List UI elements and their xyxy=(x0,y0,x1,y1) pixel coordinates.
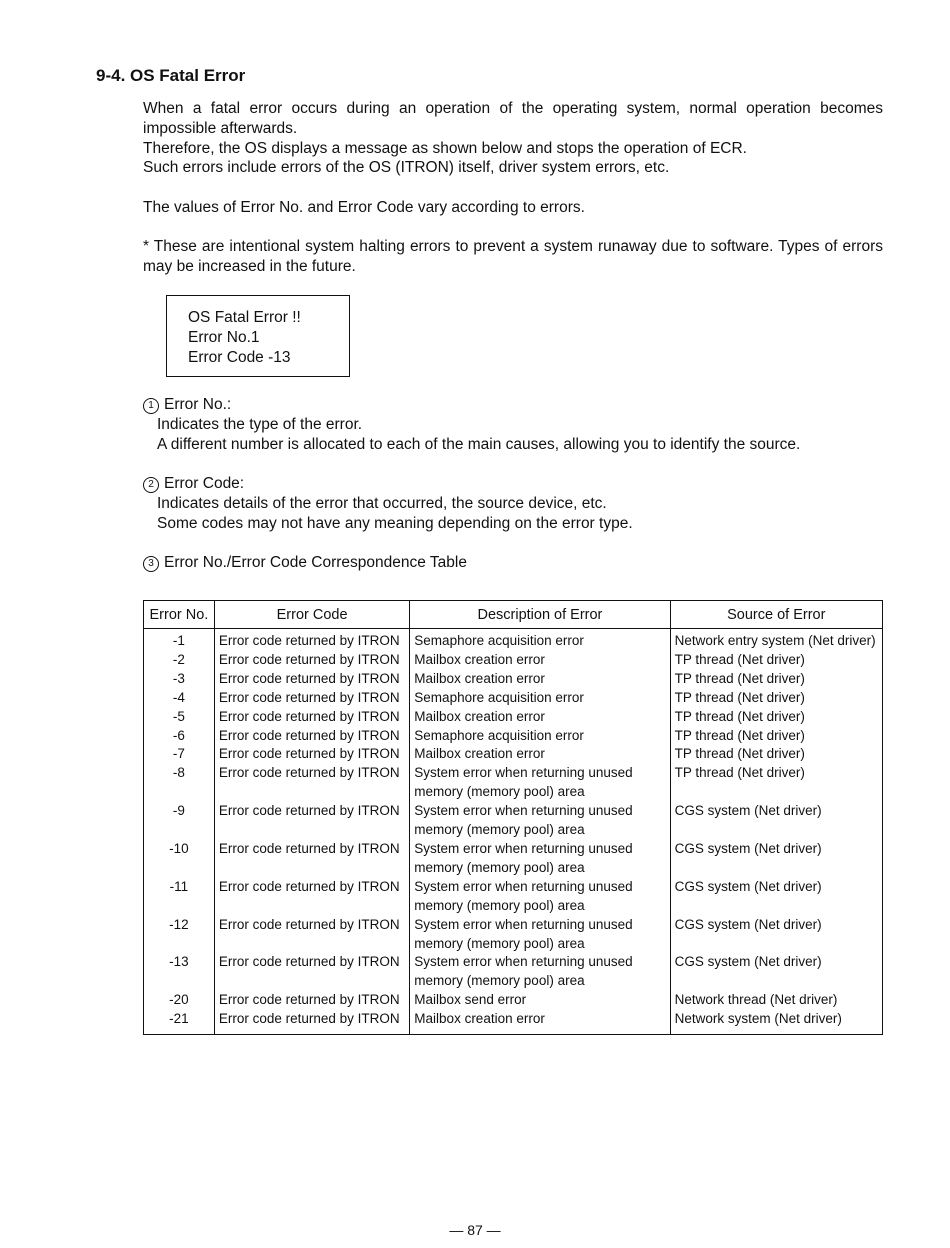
item-title: Error No./Error Code Correspondence Table xyxy=(164,554,467,571)
item-line: Indicates the type of the error. xyxy=(157,415,363,433)
table-row xyxy=(144,840,883,878)
item-line: A different number is allocated to each of the main causes, allowing you to identify the source. xyxy=(157,435,801,453)
item-line: Some codes may not have any meaning depending on the error type. xyxy=(157,514,633,532)
circled-number-2-icon: 2 xyxy=(143,477,159,493)
table-row xyxy=(144,953,883,991)
cell-description: Mailbox send error xyxy=(410,991,670,1010)
cell-source: TP thread (Net driver) xyxy=(670,670,882,689)
item-title: Error Code: xyxy=(164,475,245,492)
cell-description: Mailbox creation error xyxy=(410,670,670,689)
cell-error-no: -2 xyxy=(144,651,215,670)
cell-error-no: -20 xyxy=(144,991,215,1010)
intro-para-1: When a fatal error occurs during an operation of the operating system, normal operation becomes impossible afterwards. xyxy=(143,100,883,137)
cell-source: TP thread (Net driver) xyxy=(670,689,882,708)
table-row xyxy=(144,745,883,764)
cell-description: System error when returning unused memory (memory pool) area xyxy=(410,764,670,802)
values-note: The values of Error No. and Error Code vary according to errors. xyxy=(143,199,585,216)
circled-number-1-icon: 1 xyxy=(143,398,159,414)
cell-error-code: Error code returned by ITRON xyxy=(214,878,409,916)
table-row xyxy=(144,1010,883,1034)
item-error-no xyxy=(143,395,883,454)
cell-error-code: Error code returned by ITRON xyxy=(214,840,409,878)
cell-error-no: -8 xyxy=(144,764,215,802)
page-number: — 87 — xyxy=(449,1222,501,1238)
table-row xyxy=(144,991,883,1010)
circled-number-3-icon: 3 xyxy=(143,556,159,572)
error-message-box xyxy=(166,295,350,377)
cell-source: Network system (Net driver) xyxy=(670,1010,882,1034)
cell-error-code: Error code returned by ITRON xyxy=(214,651,409,670)
cell-error-code: Error code returned by ITRON xyxy=(214,991,409,1010)
cell-error-no: -7 xyxy=(144,745,215,764)
cell-source: CGS system (Net driver) xyxy=(670,878,882,916)
cell-description: Mailbox creation error xyxy=(410,745,670,764)
table-row xyxy=(144,764,883,802)
message-line-2: Error No.1 xyxy=(188,328,260,346)
section-heading: 9-4. OS Fatal Error xyxy=(96,66,246,85)
cell-error-code: Error code returned by ITRON xyxy=(214,1010,409,1034)
cell-error-no: -9 xyxy=(144,802,215,840)
header-error-code: Error Code xyxy=(214,601,409,629)
error-correspondence-table xyxy=(143,600,883,1035)
table-row xyxy=(144,708,883,727)
cell-error-no: -5 xyxy=(144,708,215,727)
cell-error-no: -3 xyxy=(144,670,215,689)
table-row xyxy=(144,878,883,916)
header-error-no: Error No. xyxy=(144,601,215,629)
cell-source: TP thread (Net driver) xyxy=(670,727,882,746)
footnote: * These are intentional system halting errors to prevent a system runaway due to software. Types of errors may be increased in the future. xyxy=(143,238,883,275)
cell-source: TP thread (Net driver) xyxy=(670,708,882,727)
table-row xyxy=(144,651,883,670)
cell-error-code: Error code returned by ITRON xyxy=(214,764,409,802)
cell-description: Mailbox creation error xyxy=(410,651,670,670)
item-title: Error No.: xyxy=(164,396,232,413)
cell-error-code: Error code returned by ITRON xyxy=(214,629,409,651)
message-line-1: OS Fatal Error !! xyxy=(188,309,301,326)
cell-error-no: -6 xyxy=(144,727,215,746)
intro-paragraphs xyxy=(143,99,883,178)
cell-source: Network entry system (Net driver) xyxy=(670,629,882,651)
cell-description: Mailbox creation error xyxy=(410,708,670,727)
cell-error-no: -10 xyxy=(144,840,215,878)
cell-source: CGS system (Net driver) xyxy=(670,953,882,991)
cell-description: Mailbox creation error xyxy=(410,1010,670,1034)
cell-error-no: -21 xyxy=(144,1010,215,1034)
cell-error-no: -4 xyxy=(144,689,215,708)
header-source: Source of Error xyxy=(670,601,882,629)
cell-source: Network thread (Net driver) xyxy=(670,991,882,1010)
table-row xyxy=(144,727,883,746)
table-row xyxy=(144,629,883,651)
cell-source: CGS system (Net driver) xyxy=(670,840,882,878)
cell-description: Semaphore acquisition error xyxy=(410,689,670,708)
table-row xyxy=(144,802,883,840)
cell-error-code: Error code returned by ITRON xyxy=(214,670,409,689)
cell-source: CGS system (Net driver) xyxy=(670,916,882,954)
cell-error-code: Error code returned by ITRON xyxy=(214,916,409,954)
intro-para-2: Therefore, the OS displays a message as shown below and stops the operation of ECR. xyxy=(143,139,747,157)
cell-error-no: -12 xyxy=(144,916,215,954)
cell-source: CGS system (Net driver) xyxy=(670,802,882,840)
cell-description: System error when returning unused memory (memory pool) area xyxy=(410,802,670,840)
item-table-title xyxy=(143,553,883,573)
item-line: Indicates details of the error that occurred, the source device, etc. xyxy=(157,494,607,512)
cell-source: TP thread (Net driver) xyxy=(670,651,882,670)
cell-source: TP thread (Net driver) xyxy=(670,745,882,764)
cell-error-code: Error code returned by ITRON xyxy=(214,802,409,840)
cell-error-code: Error code returned by ITRON xyxy=(214,745,409,764)
cell-error-code: Error code returned by ITRON xyxy=(214,689,409,708)
table-row xyxy=(144,670,883,689)
cell-description: System error when returning unused memory (memory pool) area xyxy=(410,878,670,916)
cell-error-code: Error code returned by ITRON xyxy=(214,953,409,991)
cell-description: System error when returning unused memory (memory pool) area xyxy=(410,840,670,878)
item-error-code xyxy=(143,474,883,533)
cell-description: System error when returning unused memory (memory pool) area xyxy=(410,953,670,991)
message-line-3: Error Code -13 xyxy=(188,348,291,366)
table-header-row xyxy=(144,601,883,629)
cell-description: Semaphore acquisition error xyxy=(410,629,670,651)
cell-description: System error when returning unused memory (memory pool) area xyxy=(410,916,670,954)
header-description: Description of Error xyxy=(410,601,670,629)
cell-error-code: Error code returned by ITRON xyxy=(214,708,409,727)
cell-error-code: Error code returned by ITRON xyxy=(214,727,409,746)
intro-para-3: Such errors include errors of the OS (ITRON) itself, driver system errors, etc. xyxy=(143,159,670,177)
cell-error-no: -11 xyxy=(144,878,215,916)
table-row xyxy=(144,689,883,708)
cell-description: Semaphore acquisition error xyxy=(410,727,670,746)
cell-source: TP thread (Net driver) xyxy=(670,764,882,802)
table-row xyxy=(144,916,883,954)
cell-error-no: -13 xyxy=(144,953,215,991)
cell-error-no: -1 xyxy=(144,629,215,651)
